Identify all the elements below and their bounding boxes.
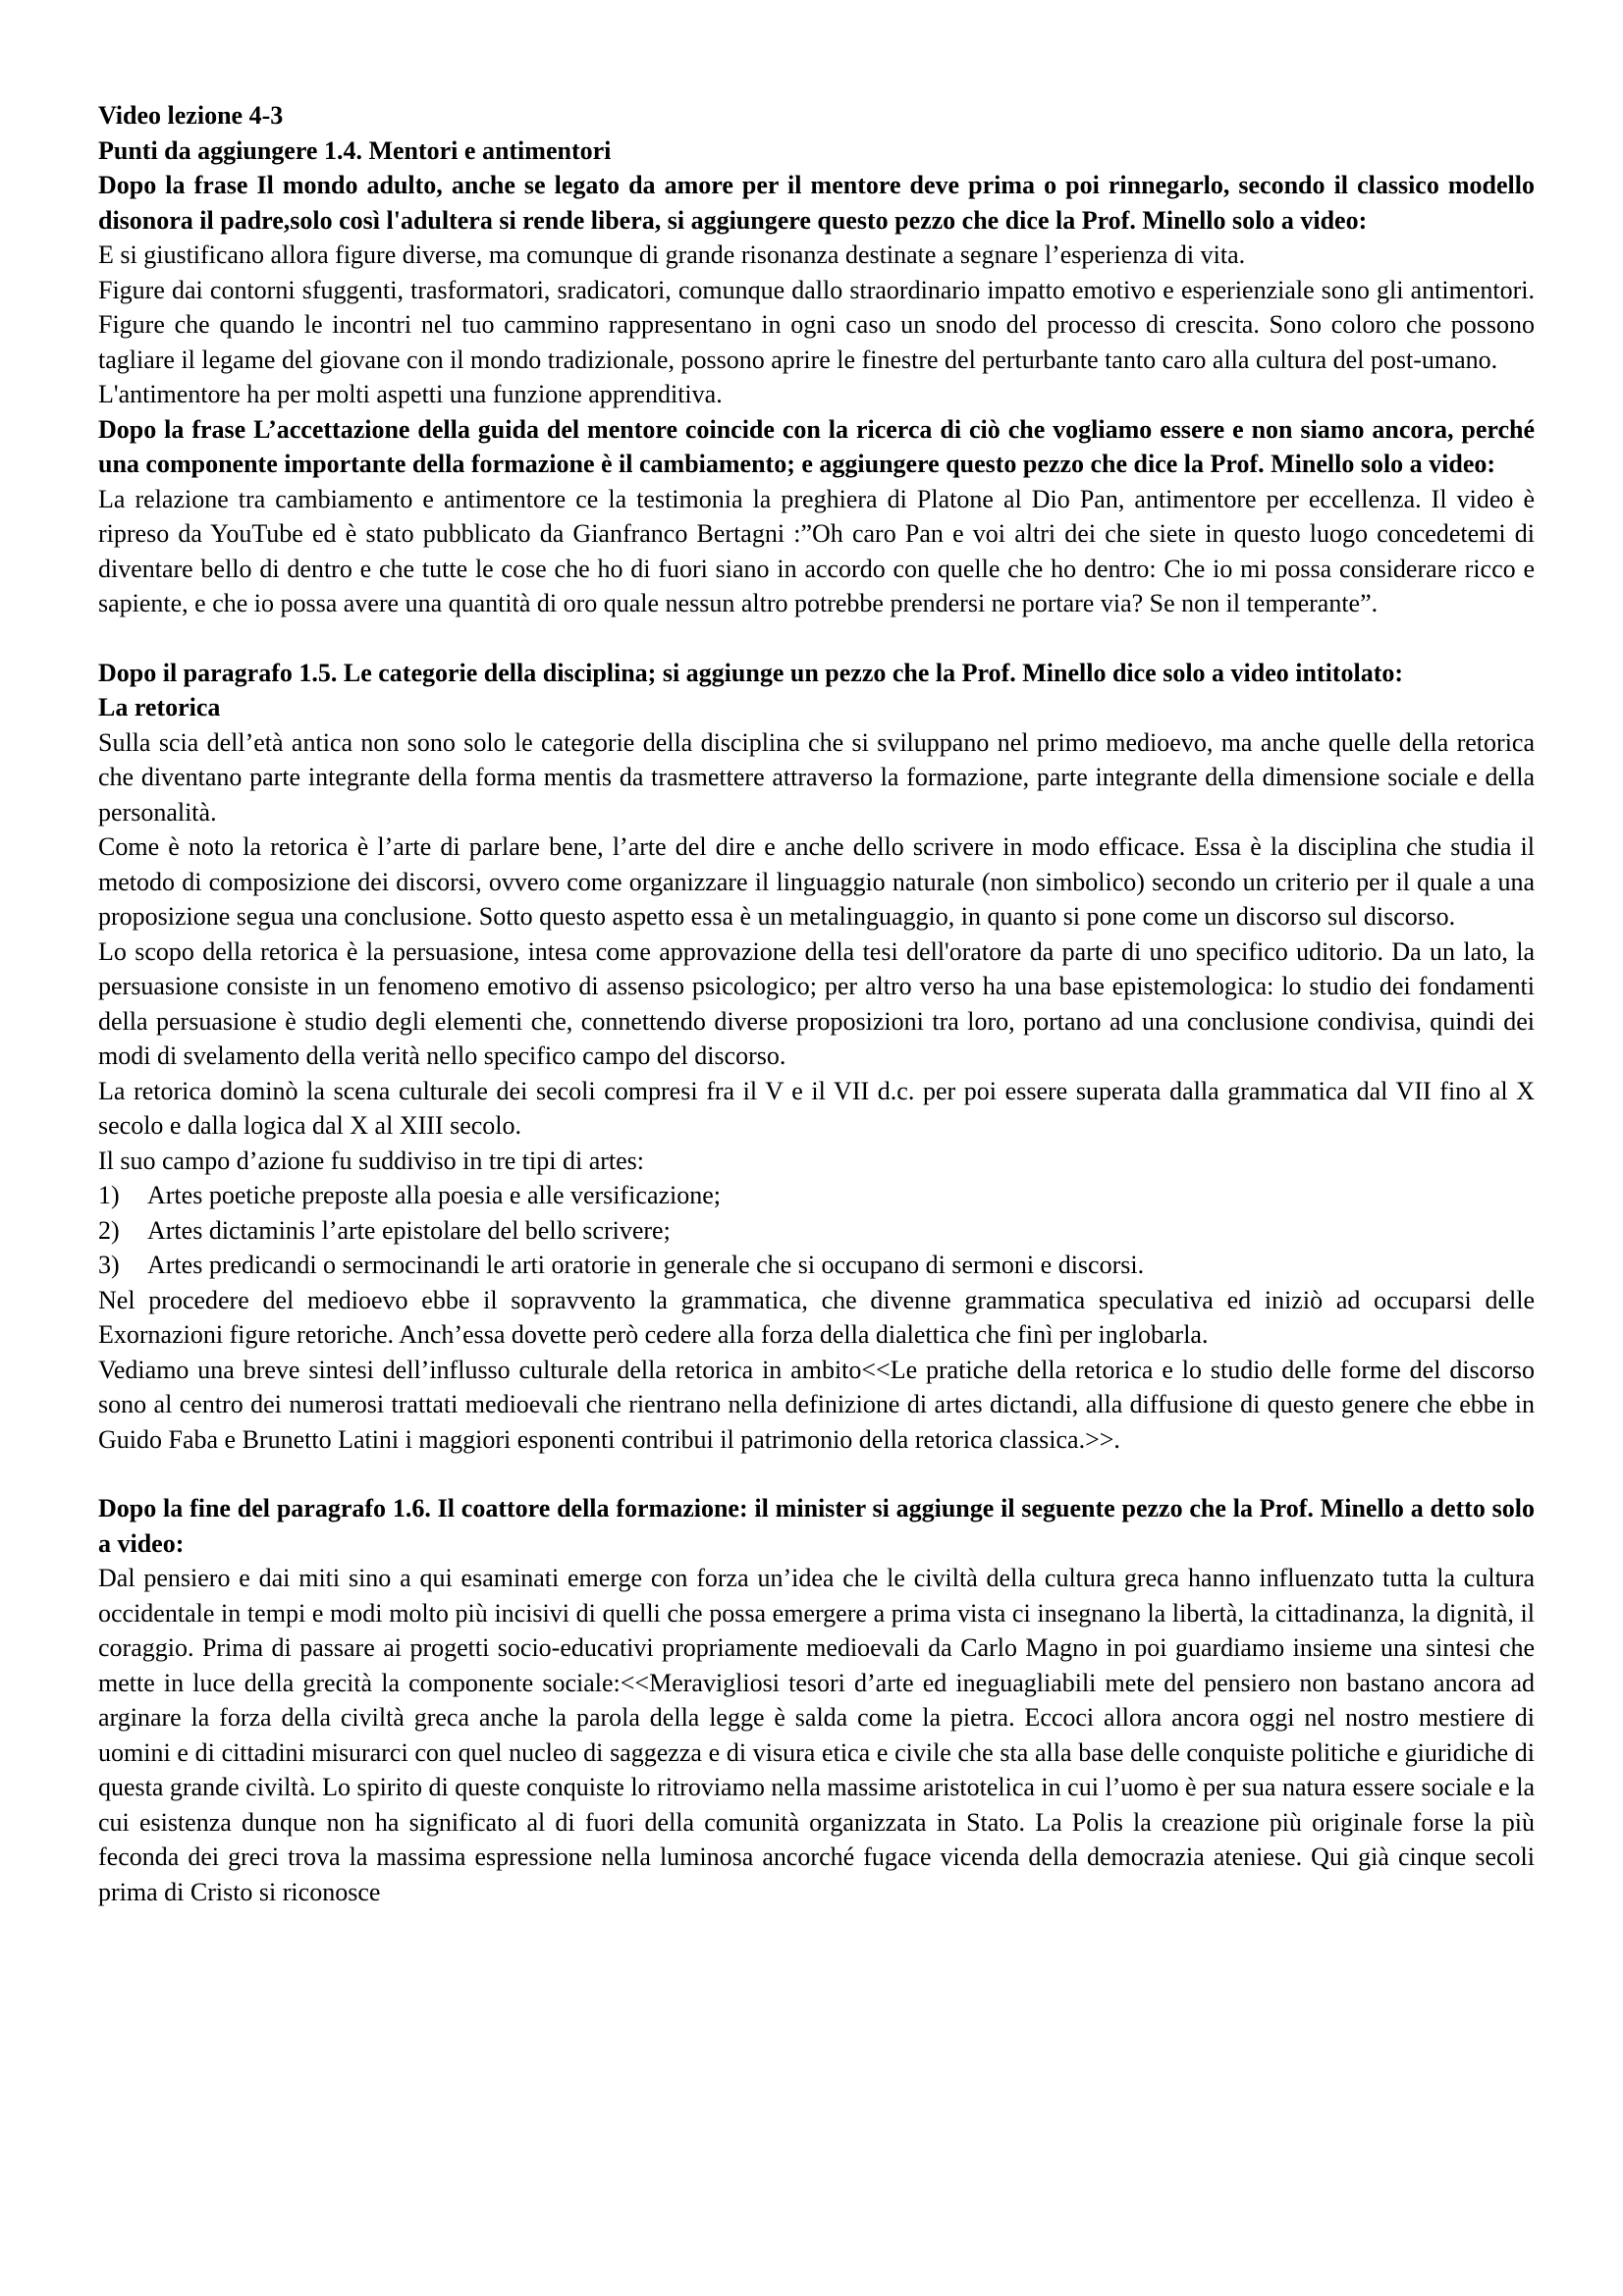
list-item bbox=[98, 1213, 1535, 1249]
section4-instruction: Dopo la fine del paragrafo 1.6. Il coattore della formazione: il minister si aggiunge il seguente pezzo che la Prof. Minello a detto solo a video: bbox=[98, 1494, 1535, 1558]
section4-paragraph-1: Dal pensiero e dai miti sino a qui esaminati emerge con forza un’idea che le civiltà della cultura greca hanno influenzato tutta la cultura occidentale in tempi e modi molto più incisivi di quelli che possa emergere a prima vista ci insegnano la libertà, la cittadinanza, la dignità, il coraggio. Prima di passare ai progetti socio-educativi propriamente medioevali da Carlo Magno in poi guardiamo insieme una sintesi che mette in luce della grecità la componente sociale:<<Meravigliosi tesori d’arte ed ineguagliabili mete del pensiero non bastano ancora ad arginare la forza della civiltà greca anche la parola della legge è salda come la pietra. Eccoci allora ancora oggi nel nostro mestiere di uomini e di cittadini misurarci con quel nucleo di saggezza e di visura etica e civile che sta alla base delle conquiste politiche e giuridiche di questa grande civiltà. Lo spirito di queste conquiste lo ritroviamo nella massime aristotelica in cui l’uomo è per sua natura essere sociale e la cui esistenza dunque non ha significato al di fuori della comunità organizzata in Stato. La Polis la creazione più originale forse la più feconda dei greci trova la massima espressione nella luminosa ancorché fugace vicenda della democrazia ateniese. Qui già cinque secoli prima di Cristo si riconosce bbox=[98, 1564, 1535, 1906]
section1-paragraph-1: E si giustificano allora figure diverse, ma comunque di grande risonanza destinate a segnare l’esperienza di vita. bbox=[98, 240, 1246, 269]
list-item-text: Artes poetiche preposte alla poesia e alle versificazione; bbox=[147, 1181, 722, 1209]
section3-paragraph-5: Il suo campo d’azione fu suddiviso in tre tipi di artes: bbox=[98, 1146, 644, 1175]
section3-paragraph-3: Lo scopo della retorica è la persuasione, intesa come approvazione della tesi dell'oratore da parte di uno specifico uditorio. Da un lato, la persuasione consiste in un fenomeno emotivo di assenso psicologico; per altro verso ha una base epistemologica: lo studio dei fondamenti della persuasione è studio degli elementi che, connettendo diverse proposizioni tra loro, portano ad una conclusione condivisa, quindi dei modi di svelamento della verità nello specifico campo del discorso. bbox=[98, 936, 1535, 1070]
section1-paragraph-3: L'antimentore ha per molti aspetti una funzione apprenditiva. bbox=[98, 380, 723, 408]
section3-paragraph-4: La retorica dominò la scena culturale dei secoli compresi fra il V e il VII d.c. per poi essere superata dalla grammatica dal VII fino al X secolo e dalla logica dal X al XIII secolo. bbox=[98, 1076, 1535, 1140]
list-item-number: 2) bbox=[98, 1215, 120, 1245]
list-item-text: Artes dictaminis l’arte epistolare del bello scrivere; bbox=[147, 1215, 671, 1245]
section1-paragraph-2: Figure dai contorni sfuggenti, trasformatori, sradicatori, comunque dallo straordinario impatto emotivo e esperienziale sono gli antimentori. Figure che quando le incontri nel tuo cammino rappresentano in ogni caso un snodo del processo di crescita. Sono coloro che possono tagliare il legame del giovane con il mondo tradizionale, possono aprire le finestre del perturbante tanto caro alla cultura del post-umano. bbox=[98, 275, 1535, 374]
section3-paragraph-6: Nel procedere del medioevo ebbe il sopravvento la grammatica, che divenne grammatica speculativa ed iniziò ad occuparsi delle Exornazioni figure retoriche. Anch’essa dovette però cedere alla forza della dialettica che finì per inglobarla. bbox=[98, 1285, 1535, 1349]
section1-instruction: Dopo la frase Il mondo adulto, anche se legato da amore per il mentore deve prima o poi rinnegarlo, secondo il classico modello disonora il padre,solo così l'adultera si rende libera, si aggiungere questo pezzo che dice la Prof. Minello solo a video: bbox=[98, 171, 1535, 235]
document-subtitle: Punti da aggiungere 1.4. Mentori e antimentori bbox=[98, 135, 612, 165]
section3-paragraph-1: Sulla scia dell’età antica non sono solo le categorie della disciplina che si sviluppano nel primo medioevo, ma anche quelle della retorica che diventano parte integrante della forma mentis da trasmettere attraverso la formazione, parte integrante della dimensione sociale e della personalità. bbox=[98, 727, 1535, 827]
blank-line bbox=[98, 1457, 1535, 1491]
section3-instruction: Dopo il paragrafo 1.5. Le categorie della disciplina; si aggiunge un pezzo che la Prof. Minello dice solo a video intitolato: bbox=[98, 658, 1404, 687]
list-item bbox=[98, 1178, 1535, 1213]
document-page bbox=[98, 98, 1535, 1909]
list-item-number: 3) bbox=[98, 1251, 120, 1279]
section2-paragraph-1: La relazione tra cambiamento e antimentore ce la testimonia la preghiera di Platone al Dio Pan, antimentore per eccellenza. Il video è ripreso da YouTube ed è stato pubblicato da Gianfranco Bertagni :”Oh caro Pan e voi altri dei che siete in questo luogo concedetemi di diventare bello di dentro e che tutte le cose che ho di fuori siano in accordo con quelle che ho dentro: Che io mi possa considerare ricco e sapiente, e che io possa avere una quantità di oro quale nessun altro potrebbe prendersi ne portare via? Se non il temperante”. bbox=[98, 484, 1535, 617]
list-item-number: 1) bbox=[98, 1181, 120, 1209]
section2-instruction: Dopo la frase L’accettazione della guida del mentore coincide con la ricerca di ciò che vogliamo essere e non siamo ancora, perché una componente importante della formazione è il cambiamento; e aggiungere questo pezzo che dice la Prof. Minello solo a video: bbox=[98, 414, 1535, 478]
section3-paragraph-2: Come è noto la retorica è l’arte di parlare bene, l’arte del dire e anche dello scrivere in modo efficace. Essa è la disciplina che studia il metodo di composizione dei discorsi, ovvero come organizzare il linguaggio naturale (non simbolico) secondo un criterio per il quale a una proposizione segua una conclusione. Sotto questo aspetto essa è un metalinguaggio, in quanto si pone come un discorso sul discorso. bbox=[98, 832, 1535, 931]
blank-line bbox=[98, 621, 1535, 656]
list-item bbox=[98, 1248, 1535, 1283]
section3-heading: La retorica bbox=[98, 693, 221, 721]
document-title: Video lezione 4-3 bbox=[98, 101, 284, 130]
section3-paragraph-7: Vediamo una breve sintesi dell’influsso culturale della retorica in ambito<<Le pratiche della retorica e lo studio delle forme del discorso sono al centro dei numerosi trattati medioevali che rientrano nella definizione di artes dictandi, alla diffusione di questo genere che ebbe in Guido Faba e Brunetto Latini i maggiori esponenti contribui il patrimonio della retorica classica.>>. bbox=[98, 1355, 1535, 1454]
list-item-text: Artes predicandi o sermocinandi le arti oratorie in generale che si occupano di sermoni e discorsi. bbox=[147, 1251, 1145, 1279]
